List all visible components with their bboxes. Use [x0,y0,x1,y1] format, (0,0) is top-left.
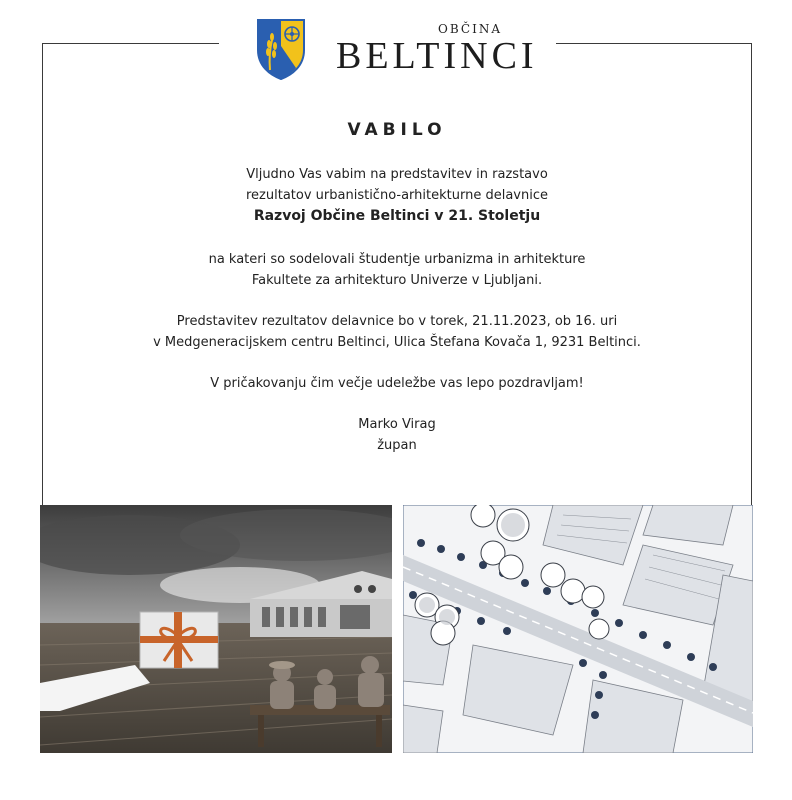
participants-line-1: na kateri so sodelovali študentje urbanizma in arhitekture [208,252,586,267]
frame-top-left-line [42,43,219,44]
intro-line-1: Vljudno Vas vabim na predstavitev in razstavo [246,167,548,182]
place-line: v Medgeneracijskem centru Beltinci, Ulica Štefana Kovača 1, 9231 Beltinci. [153,335,641,350]
municipality-wordmark [336,22,538,78]
participants-line-2: Fakultete za arhitekturo Univerze v Ljubljani. [251,273,543,288]
coat-of-arms-icon [256,18,306,80]
signer-name: Marko Virag [358,417,436,432]
municipality-name: BELTINCI [336,35,538,77]
frame-top-right-line [556,43,752,44]
invitation-body [43,120,751,456]
signer-title: župan [377,438,417,453]
urban-plan-image [403,505,753,753]
invitation-title: VABILO [347,120,447,140]
municipality-label: OBČINA [438,22,502,36]
frame-right-line [751,43,752,505]
field-collage-image [40,505,392,753]
closing-line: V pričakovanju čim večje udeležbe vas lepo pozdravljam! [210,376,584,391]
time-line: Predstavitev rezultatov delavnice bo v torek, 21.11.2023, ob 16. uri [176,314,618,329]
intro-line-2: rezultatov urbanistično-arhitekturne delavnice [246,188,548,203]
event-name: Razvoj Občine Beltinci v 21. Stoletju [253,208,541,224]
